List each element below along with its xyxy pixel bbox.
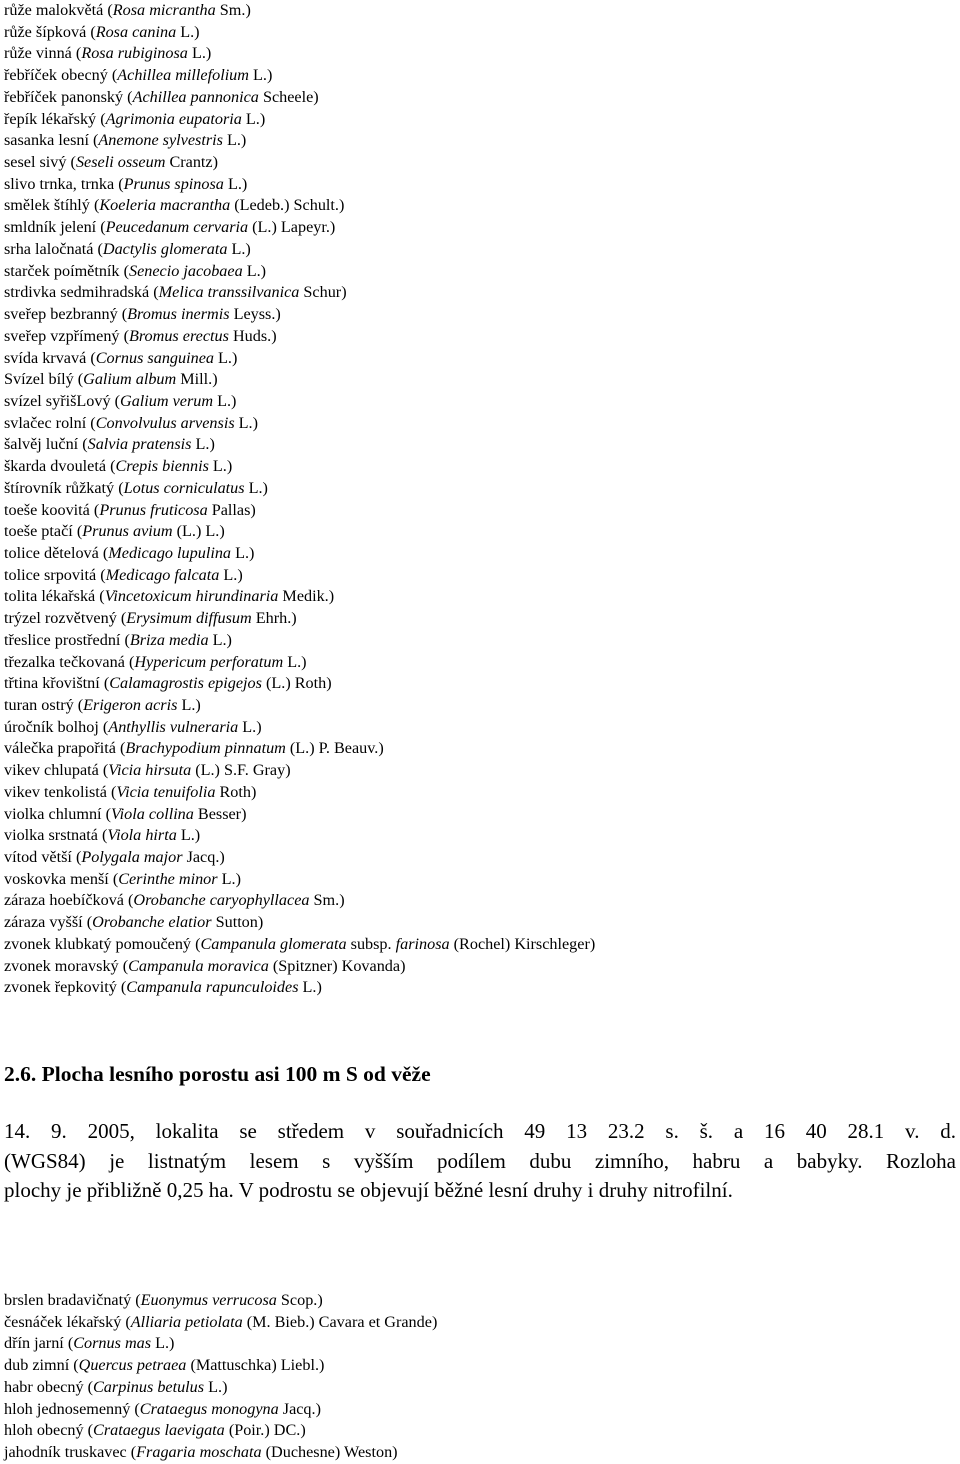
species-entry: brslen bradavičnatý (Euonymus verrucosa Scop.): [4, 1291, 323, 1309]
author-abbrev: L.: [195, 435, 210, 454]
species-entry: česnáček lékařský (Alliaria petiolata (M. Bieb.) Cavara et Grande): [4, 1312, 438, 1331]
czech-name: sasanka lesní: [4, 131, 89, 150]
latin-name: Cornus sanguinea: [95, 348, 214, 367]
author-abbrev: L.: [191, 44, 206, 63]
author-abbrev: (L.) P. Beauv.: [289, 739, 379, 758]
author-abbrev: (Mattuschka) Liebl.: [190, 1356, 319, 1375]
author-abbrev: Scheele: [262, 87, 314, 106]
czech-name: válečka prapořitá: [4, 739, 116, 758]
czech-name: dub zimní: [4, 1356, 70, 1375]
species-entry: slivo trnka, trnka (Prunus spinosa L.): [4, 174, 248, 193]
species-entry: dřín jarní (Cornus mas L.): [4, 1334, 175, 1353]
author-abbrev: (L.) Lapeyr.: [252, 218, 330, 237]
latin-name: Crepis biennis: [115, 457, 209, 476]
latin-name: Hypericum perforatum: [134, 652, 284, 671]
paragraph-line: (WGS84) je listnatým lesem s vyšším podílem dubu zimního, habru a babyky. Rozloha: [4, 1148, 956, 1173]
latin-name: Vicia tenuifolia: [116, 782, 216, 801]
species-entry: vítod větší (Polygala major Jacq.): [4, 848, 225, 867]
czech-name: hloh obecný: [4, 1421, 84, 1440]
species-entry: hloh jednosemenný (Crataegus monogyna Jacq.): [4, 1399, 321, 1418]
czech-name: zvonek klubkatý pomoučený: [4, 934, 192, 953]
author-abbrev: Roth: [219, 782, 251, 801]
species-entry: sesel sivý (Seseli osseum Crantz): [4, 153, 218, 172]
species-entry: válečka prapořitá (Brachypodium pinnatum (L.) P. Beauv.): [4, 739, 384, 758]
author-abbrev: L.: [180, 826, 195, 845]
author-abbrev: Jacq.: [186, 848, 220, 867]
author-abbrev: (Poir.) DC.: [228, 1421, 301, 1440]
author-abbrev: Pallas: [211, 500, 251, 519]
czech-name: šalvěj luční: [4, 435, 79, 454]
species-entry: růže malokvětá (Rosa micrantha Sm.): [4, 1, 251, 19]
latin-name: Agrimonia eupatoria: [105, 109, 242, 128]
author-abbrev: subsp.: [350, 934, 392, 953]
author-abbrev: Huds.: [232, 326, 272, 345]
species-entry: svlačec rolní (Convolvulus arvensis L.): [4, 413, 258, 432]
species-entry: svída krvavá (Cornus sanguinea L.): [4, 348, 238, 367]
species-entry: třezalka tečkovaná (Hypericum perforatum L.): [4, 652, 307, 671]
czech-name: třtina křovištní: [4, 674, 100, 693]
species-entry: zvonek moravský (Campanula moravica (Spitzner) Kovanda): [4, 956, 406, 975]
latin-name: Briza media: [129, 630, 209, 649]
czech-name: tolice dětelová: [4, 543, 99, 562]
species-entry: vikev chlupatá (Vicia hirsuta (L.) S.F. Gray): [4, 761, 291, 780]
species-entry: řebříček obecný (Achillea millefolium L.): [4, 66, 273, 85]
czech-name: tolice srpovitá: [4, 565, 97, 584]
author-abbrev: (Spitzner) Kovanda: [272, 956, 401, 975]
latin-name: Rosa canina: [95, 22, 177, 41]
species-entry: záraza hoebíčková (Orobanche caryophyllacea Sm.): [4, 891, 345, 910]
author-abbrev: L.: [227, 174, 242, 193]
section-paragraph: [4, 1117, 956, 1206]
author-abbrev: L.: [212, 457, 227, 476]
latin-name: Cerinthe minor: [118, 869, 218, 888]
latin-name: Orobanche caryophyllacea: [133, 891, 310, 910]
species-entry: violka srstnatá (Viola hirta L.): [4, 826, 201, 845]
author-abbrev: (Ledeb.) Schult.: [234, 196, 339, 215]
species-entry: štírovník růžkatý (Lotus corniculatus L.): [4, 478, 268, 497]
species-list-b: [4, 1290, 437, 1464]
latin-name: Campanula moravica: [128, 956, 269, 975]
latin-name: Rosa micrantha: [112, 1, 216, 19]
latin-name: Dactylis glomerata: [102, 239, 228, 258]
species-entry: zvonek řepkovitý (Campanula rapunculoides L.): [4, 978, 322, 997]
author-abbrev: Jacq.: [282, 1399, 316, 1418]
latin-name: Quercus petraea: [78, 1356, 187, 1375]
author-abbrev: L.: [235, 543, 249, 562]
species-entry: jahodník truskavec (Fragaria moschata (Duchesne) Weston): [4, 1443, 398, 1462]
czech-name: voskovka menší: [4, 869, 109, 888]
latin-name: Koeleria macrantha: [99, 196, 231, 215]
latin-name: Crataegus monogyna: [139, 1399, 279, 1418]
czech-name: smldník jelení: [4, 218, 97, 237]
author-abbrev: (M. Bieb.) Cavara et Grande: [246, 1312, 432, 1331]
czech-name: řepík lékařský: [4, 109, 97, 128]
author-abbrev: L.: [231, 239, 246, 258]
czech-name: sesel sivý: [4, 153, 67, 172]
czech-name: slivo trnka, trnka: [4, 174, 115, 193]
latin-name: Rosa rubiginosa: [81, 44, 188, 63]
czech-name: toeše koovitá: [4, 500, 90, 519]
author-abbrev: L.: [302, 978, 317, 997]
czech-name: růže šípková: [4, 22, 87, 41]
author-abbrev: Sutton: [215, 913, 258, 932]
author-abbrev: L.: [226, 131, 241, 150]
czech-name: třeslice prostřední: [4, 630, 121, 649]
latin-name: Fragaria moschata: [136, 1443, 262, 1462]
author-abbrev: L.: [248, 478, 263, 497]
author-abbrev: Schur: [303, 283, 342, 302]
czech-name: starček poímětník: [4, 261, 120, 280]
latin-name: Melica transsilvanica: [158, 283, 300, 302]
species-entry: záraza vyšší (Orobanche elatior Sutton): [4, 913, 264, 932]
author-abbrev: L.: [218, 348, 232, 367]
latin-name: Medicago lupulina: [108, 543, 232, 562]
czech-name: trýzel rozvětvený: [4, 609, 117, 628]
author-abbrev: L.: [238, 413, 253, 432]
czech-name: svída krvavá: [4, 348, 87, 367]
author-abbrev: L.: [287, 652, 302, 671]
author-abbrev: (L.) L.: [176, 522, 220, 541]
species-entry: turan ostrý (Erigeron acris L.): [4, 696, 201, 714]
czech-name: zvonek moravský: [4, 956, 119, 975]
latin-name: Campanula glomerata: [200, 934, 347, 953]
latin-name: Alliaria petiolata: [130, 1312, 243, 1331]
author-abbrev: L.: [253, 66, 267, 85]
species-entry: violka chlumní (Viola collina Besser): [4, 804, 247, 823]
species-entry: úročník bolhoj (Anthyllis vulneraria L.): [4, 717, 262, 736]
species-entry: sveřep vzpřímený (Bromus erectus Huds.): [4, 326, 277, 345]
paragraph-line: 14. 9. 2005, lokalita se středem v souřadnicích 49 13 23.2 s. š. a 16 40 28.1 v. d.: [4, 1119, 956, 1143]
species-entry: růže šípková (Rosa canina L.): [4, 22, 200, 41]
author-abbrev: Scop.: [280, 1291, 318, 1309]
czech-name: vikev chlupatá: [4, 761, 99, 780]
species-entry: starček poímětník (Senecio jacobaea L.): [4, 261, 267, 280]
czech-name: srha laločnatá: [4, 239, 94, 258]
species-entry: šalvěj luční (Salvia pratensis L.): [4, 435, 215, 454]
latin-name: Seseli osseum: [75, 153, 166, 172]
latin-name: Cornus mas: [73, 1334, 152, 1353]
species-entry: voskovka menší (Cerinthe minor L.): [4, 869, 241, 888]
czech-name: toeše ptačí: [4, 522, 73, 541]
author-abbrev: Crantz: [169, 153, 213, 172]
latin-name: Prunus avium: [82, 522, 173, 541]
czech-name: violka srstnatá: [4, 826, 98, 845]
czech-name: brslen bradavičnatý: [4, 1291, 132, 1309]
latin-name: Galium verum: [120, 391, 214, 410]
species-entry: srha laločnatá (Dactylis glomerata L.): [4, 239, 251, 258]
czech-name: česnáček lékařský: [4, 1312, 122, 1331]
species-entry: hloh obecný (Crataegus laevigata (Poir.) DC.): [4, 1421, 306, 1440]
species-entry: habr obecný (Carpinus betulus L.): [4, 1377, 228, 1396]
latin-name: Achillea millefolium: [117, 66, 249, 85]
latin-name: Orobanche elatior: [92, 913, 212, 932]
latin-name: Prunus fruticosa: [99, 500, 208, 519]
czech-name: škarda dvouletá: [4, 457, 107, 476]
author-abbrev: L.: [223, 565, 238, 584]
latin-name: Brachypodium pinnatum: [125, 739, 286, 758]
latin-name: Senecio jacobaea: [128, 261, 243, 280]
species-entry: sasanka lesní (Anemone sylvestris L.): [4, 131, 247, 150]
latin-name: Euonymus verrucosa: [140, 1291, 277, 1309]
species-entry: smělek štíhlý (Koeleria macrantha (Ledeb.) Schult.): [4, 196, 345, 215]
latin-name: Carpinus betulus: [93, 1377, 205, 1396]
author-abbrev: L.: [245, 109, 260, 128]
author-abbrev: L.: [155, 1334, 170, 1353]
author-abbrev: Medik.: [282, 587, 329, 606]
author-abbrev: Ehrh.: [255, 609, 292, 628]
czech-name: řebříček obecný: [4, 66, 108, 85]
czech-name: záraza hoebíčková: [4, 891, 124, 910]
latin-name: Viola collina: [111, 804, 194, 823]
czech-name: svlačec rolní: [4, 413, 87, 432]
author-abbrev: L.: [217, 391, 232, 410]
latin-name: Lotus corniculatus: [123, 478, 245, 497]
czech-name: růže vinná: [4, 44, 72, 63]
species-entry: škarda dvouletá (Crepis biennis L.): [4, 457, 233, 476]
latin-name: Medicago falcata: [105, 565, 220, 584]
species-entry: Svízel bílý (Galium album Mill.): [4, 370, 218, 389]
species-entry: trýzel rozvětvený (Erysimum diffusum Ehrh.): [4, 609, 297, 628]
latin-name: Convolvulus arvensis: [95, 413, 235, 432]
latin-name: Salvia pratensis: [87, 435, 192, 454]
paragraph-line: plochy je přibližně 0,25 ha. V podrostu se objevují běžné lesní druhy i druhy nitrofilní.: [4, 1178, 733, 1202]
czech-name: úročník bolhoj: [4, 717, 99, 736]
latin-name: Calamagrostis epigejos: [109, 674, 262, 693]
czech-name: růže malokvětá: [4, 1, 104, 19]
author-abbrev: (Duchesne) Weston: [265, 1443, 393, 1462]
species-entry: tolice srpovitá (Medicago falcata L.): [4, 565, 243, 584]
czech-name: vikev tenkolistá: [4, 782, 107, 801]
author-abbrev: L.: [208, 1377, 223, 1396]
author-abbrev: L.: [181, 696, 196, 714]
latin-name: Achillea pannonica: [132, 87, 259, 106]
czech-name: violka chlumní: [4, 804, 102, 823]
czech-name: záraza vyšší: [4, 913, 83, 932]
species-entry: řebříček panonský (Achillea pannonica Scheele): [4, 87, 319, 106]
czech-name: zvonek řepkovitý: [4, 978, 117, 997]
species-entry: toeše koovitá (Prunus fruticosa Pallas): [4, 500, 256, 519]
czech-name: svízel syřišLový: [4, 391, 111, 410]
author-abbrev: Sm.: [313, 891, 340, 910]
latin-name: Galium album: [83, 370, 177, 389]
species-entry: tolita lékařská (Vincetoxicum hirundinaria Medik.): [4, 587, 335, 606]
czech-name: jahodník truskavec: [4, 1443, 127, 1462]
species-entry: tolice dětelová (Medicago lupulina L.): [4, 543, 255, 562]
species-entry: třeslice prostřední (Briza media L.): [4, 630, 232, 649]
species-entry: strdivka sedmihradská (Melica transsilvanica Schur): [4, 283, 347, 302]
author-abbrev: Besser: [197, 804, 242, 823]
czech-name: strdivka sedmihradská: [4, 283, 150, 302]
czech-name: habr obecný: [4, 1377, 84, 1396]
latin-name: Erigeron acris: [83, 696, 178, 714]
author-abbrev: L.: [242, 717, 257, 736]
czech-name: sveřep vzpřímený: [4, 326, 120, 345]
species-entry: smldník jelení (Peucedanum cervaria (L.) Lapeyr.): [4, 218, 336, 237]
latin-name: Erysimum diffusum: [126, 609, 252, 628]
czech-name: turan ostrý: [4, 696, 74, 714]
latin-name: Peucedanum cervaria: [105, 218, 249, 237]
author-abbrev: L.: [212, 630, 227, 649]
species-entry: sveřep bezbranný (Bromus inermis Leyss.): [4, 305, 281, 324]
czech-name: řebříček panonský: [4, 87, 124, 106]
species-entry: svízel syřišLový (Galium verum L.): [4, 391, 237, 410]
czech-name: hloh jednosemenný: [4, 1399, 131, 1418]
author-abbrev: Mill.: [180, 370, 213, 389]
species-entry: vikev tenkolistá (Vicia tenuifolia Roth): [4, 782, 257, 801]
latin-name: Bromus inermis: [127, 305, 230, 324]
author-abbrev: (L.) Roth: [266, 674, 327, 693]
author-abbrev: L.: [221, 869, 236, 888]
section-heading: 2.6. Plocha lesního porostu asi 100 m S od věže: [4, 1062, 431, 1086]
latin-name: Vincetoxicum hirundinaria: [104, 587, 279, 606]
species-entry: zvonek klubkatý pomoučený (Campanula glomerata subsp. farinosa (Rochel) Kirschleger): [4, 934, 596, 953]
author-abbrev: L.: [246, 261, 261, 280]
species-list-a: [4, 0, 595, 999]
latin-name: Anthyllis vulneraria: [108, 717, 239, 736]
species-entry: třtina křovištní (Calamagrostis epigejos (L.) Roth): [4, 674, 332, 693]
author-abbrev: (Rochel) Kirschleger: [453, 934, 590, 953]
author-abbrev: Leyss.: [233, 305, 276, 324]
author-abbrev: (L.) S.F. Gray: [195, 761, 286, 780]
latin-name: Campanula rapunculoides: [126, 978, 299, 997]
author-abbrev: Sm.: [219, 1, 246, 19]
latin-name: Prunus spinosa: [123, 174, 224, 193]
latin-name: Crataegus laevigata: [93, 1421, 225, 1440]
author-abbrev: L.: [180, 22, 195, 41]
czech-name: tolita lékařská: [4, 587, 96, 606]
latin-name: Viola hirta: [107, 826, 177, 845]
latin-name: Polygala major: [81, 848, 183, 867]
species-entry: řepík lékařský (Agrimonia eupatoria L.): [4, 109, 266, 128]
latin-name: Anemone sylvestris: [98, 131, 223, 150]
species-entry: dub zimní (Quercus petraea (Mattuschka) Liebl.): [4, 1356, 325, 1375]
czech-name: sveřep bezbranný: [4, 305, 118, 324]
czech-name: smělek štíhlý: [4, 196, 90, 215]
latin-name: farinosa: [395, 934, 450, 953]
species-entry: toeše ptačí (Prunus avium (L.) L.): [4, 522, 225, 541]
czech-name: štírovník růžkatý: [4, 478, 115, 497]
species-entry: růže vinná (Rosa rubiginosa L.): [4, 44, 212, 63]
czech-name: vítod větší: [4, 848, 72, 867]
czech-name: Svízel bílý: [4, 370, 74, 389]
czech-name: dřín jarní: [4, 1334, 64, 1353]
latin-name: Bromus erectus: [128, 326, 229, 345]
latin-name: Vicia hirsuta: [108, 761, 192, 780]
czech-name: třezalka tečkovaná: [4, 652, 125, 671]
